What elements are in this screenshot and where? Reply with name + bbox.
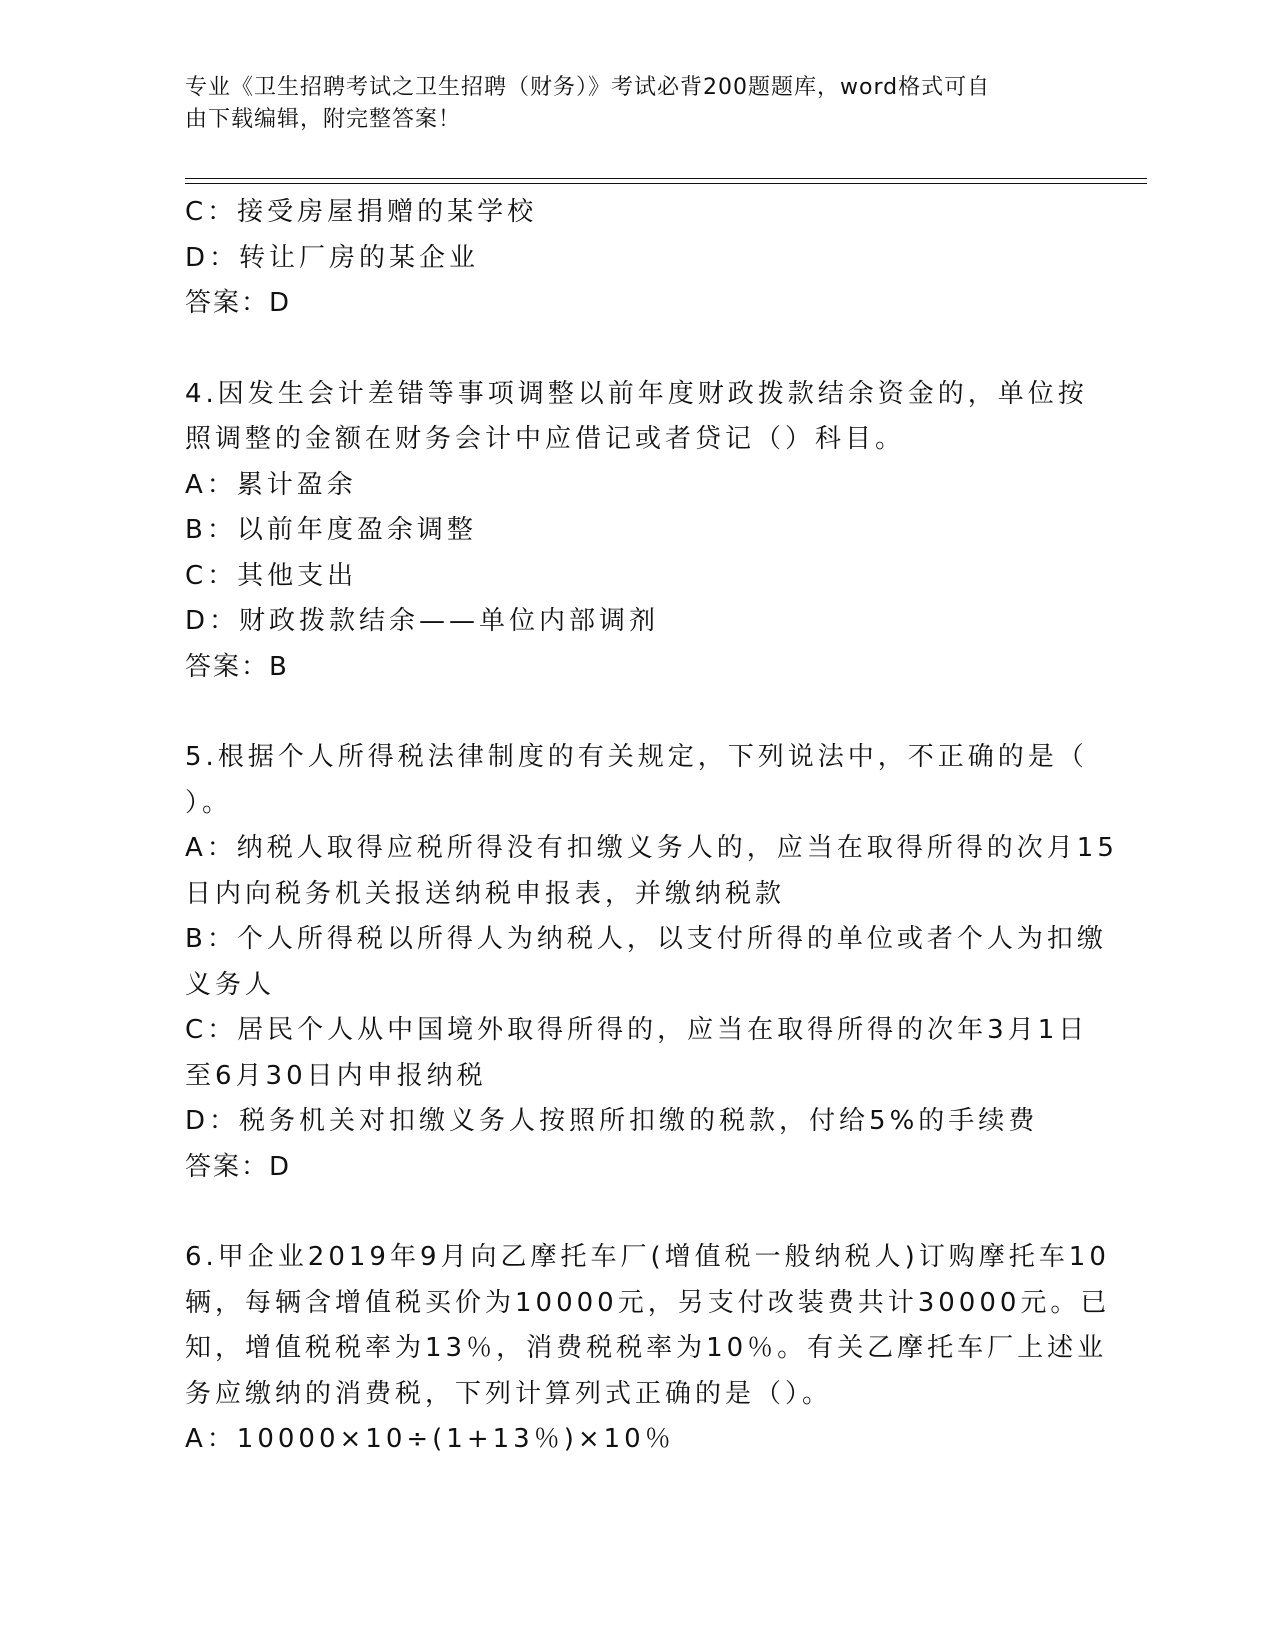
q4-option-a: A：累计盈余 — [185, 469, 357, 500]
q5-option-c-line-2: 至6月30日内申报纳税 — [185, 1060, 487, 1091]
header-line-2: 由下载编辑，附完整答案！ — [185, 107, 462, 132]
q5-stem-line-1: 5.根据个人所得税法律制度的有关规定，下列说法中，不正确的是（ — [185, 742, 1088, 772]
question-6 — [185, 1235, 1111, 1463]
q5-option-d: D：税务机关对扣缴义务人按照所扣缴的税款，付给5%的手续费 — [185, 1106, 1039, 1136]
spacer — [185, 1190, 1085, 1235]
q4-stem-line-1: 4.因发生会计差错等事项调整以前年度财政拨款结余资金的，单位按 — [185, 378, 1088, 409]
q5-stem-line-2: ）。 — [185, 787, 233, 818]
q5-answer: 答案：D — [185, 1151, 292, 1182]
document-body — [185, 190, 1118, 1463]
spacer — [185, 690, 1085, 735]
question-4 — [185, 372, 1088, 691]
q5-option-b-line-2: 义务人 — [185, 969, 276, 1000]
q5-option-a-line-1: A：纳税人取得应税所得没有扣缴义务人的，应当在取得所得的次月15 — [185, 833, 1118, 863]
q3-answer: 答案：D — [185, 288, 292, 318]
q5-option-c-line-1: C：居民个人从中国境外取得所得的，应当在取得所得的次年3月1日 — [185, 1015, 1089, 1045]
q4-answer: 答案：B — [185, 651, 289, 682]
q3-option-d: D：转让厂房的某企业 — [185, 242, 480, 273]
question-5 — [185, 735, 1118, 1190]
q5-option-a-line-2: 日内向税务机关报送纳税申报表，并缴纳税款 — [185, 878, 786, 909]
q4-option-c: C：其他支出 — [185, 560, 358, 591]
q4-stem-line-2: 照调整的金额在财务会计中应借记或者贷记（）科目。 — [185, 424, 906, 454]
q6-stem-line-1: 6.甲企业2019年9月向乙摩托车厂(增值税一般纳税人)订购摩托车10 — [185, 1242, 1110, 1272]
q3-option-c: C：接受房屋捐赠的某学校 — [185, 197, 538, 227]
question-3 — [185, 190, 1085, 327]
q5-option-b-line-1: B：个人所得税以所得人为纳税人，以支付所得的单位或者个人为扣缴 — [185, 924, 1107, 954]
header-line-1: 专业《卫生招聘考试之卫生招聘（财务）》考试必背200题题库，word格式可自 — [185, 75, 991, 100]
q6-option-a: A：10000×10÷(1+13％)×10％ — [185, 1424, 675, 1454]
q4-option-d: D：财政拨款结余——单位内部调剂 — [185, 606, 660, 636]
q6-stem-line-3: 知，增值税税率为13％，消费税税率为10％。有关乙摩托车厂上述业 — [185, 1333, 1108, 1363]
document-header — [185, 72, 1065, 136]
q6-stem-line-2: 辆，每辆含增值税买价为10000元，另支付改装费共计30000元。已 — [185, 1287, 1111, 1318]
spacer — [185, 327, 1085, 372]
q4-option-b: B：以前年度盈余调整 — [185, 515, 477, 545]
q6-stem-line-4: 务应缴纳的消费税，下列计算列式正确的是（）。 — [185, 1378, 833, 1409]
header-rule-top — [185, 178, 1147, 179]
header-rule-bottom — [185, 183, 1147, 184]
